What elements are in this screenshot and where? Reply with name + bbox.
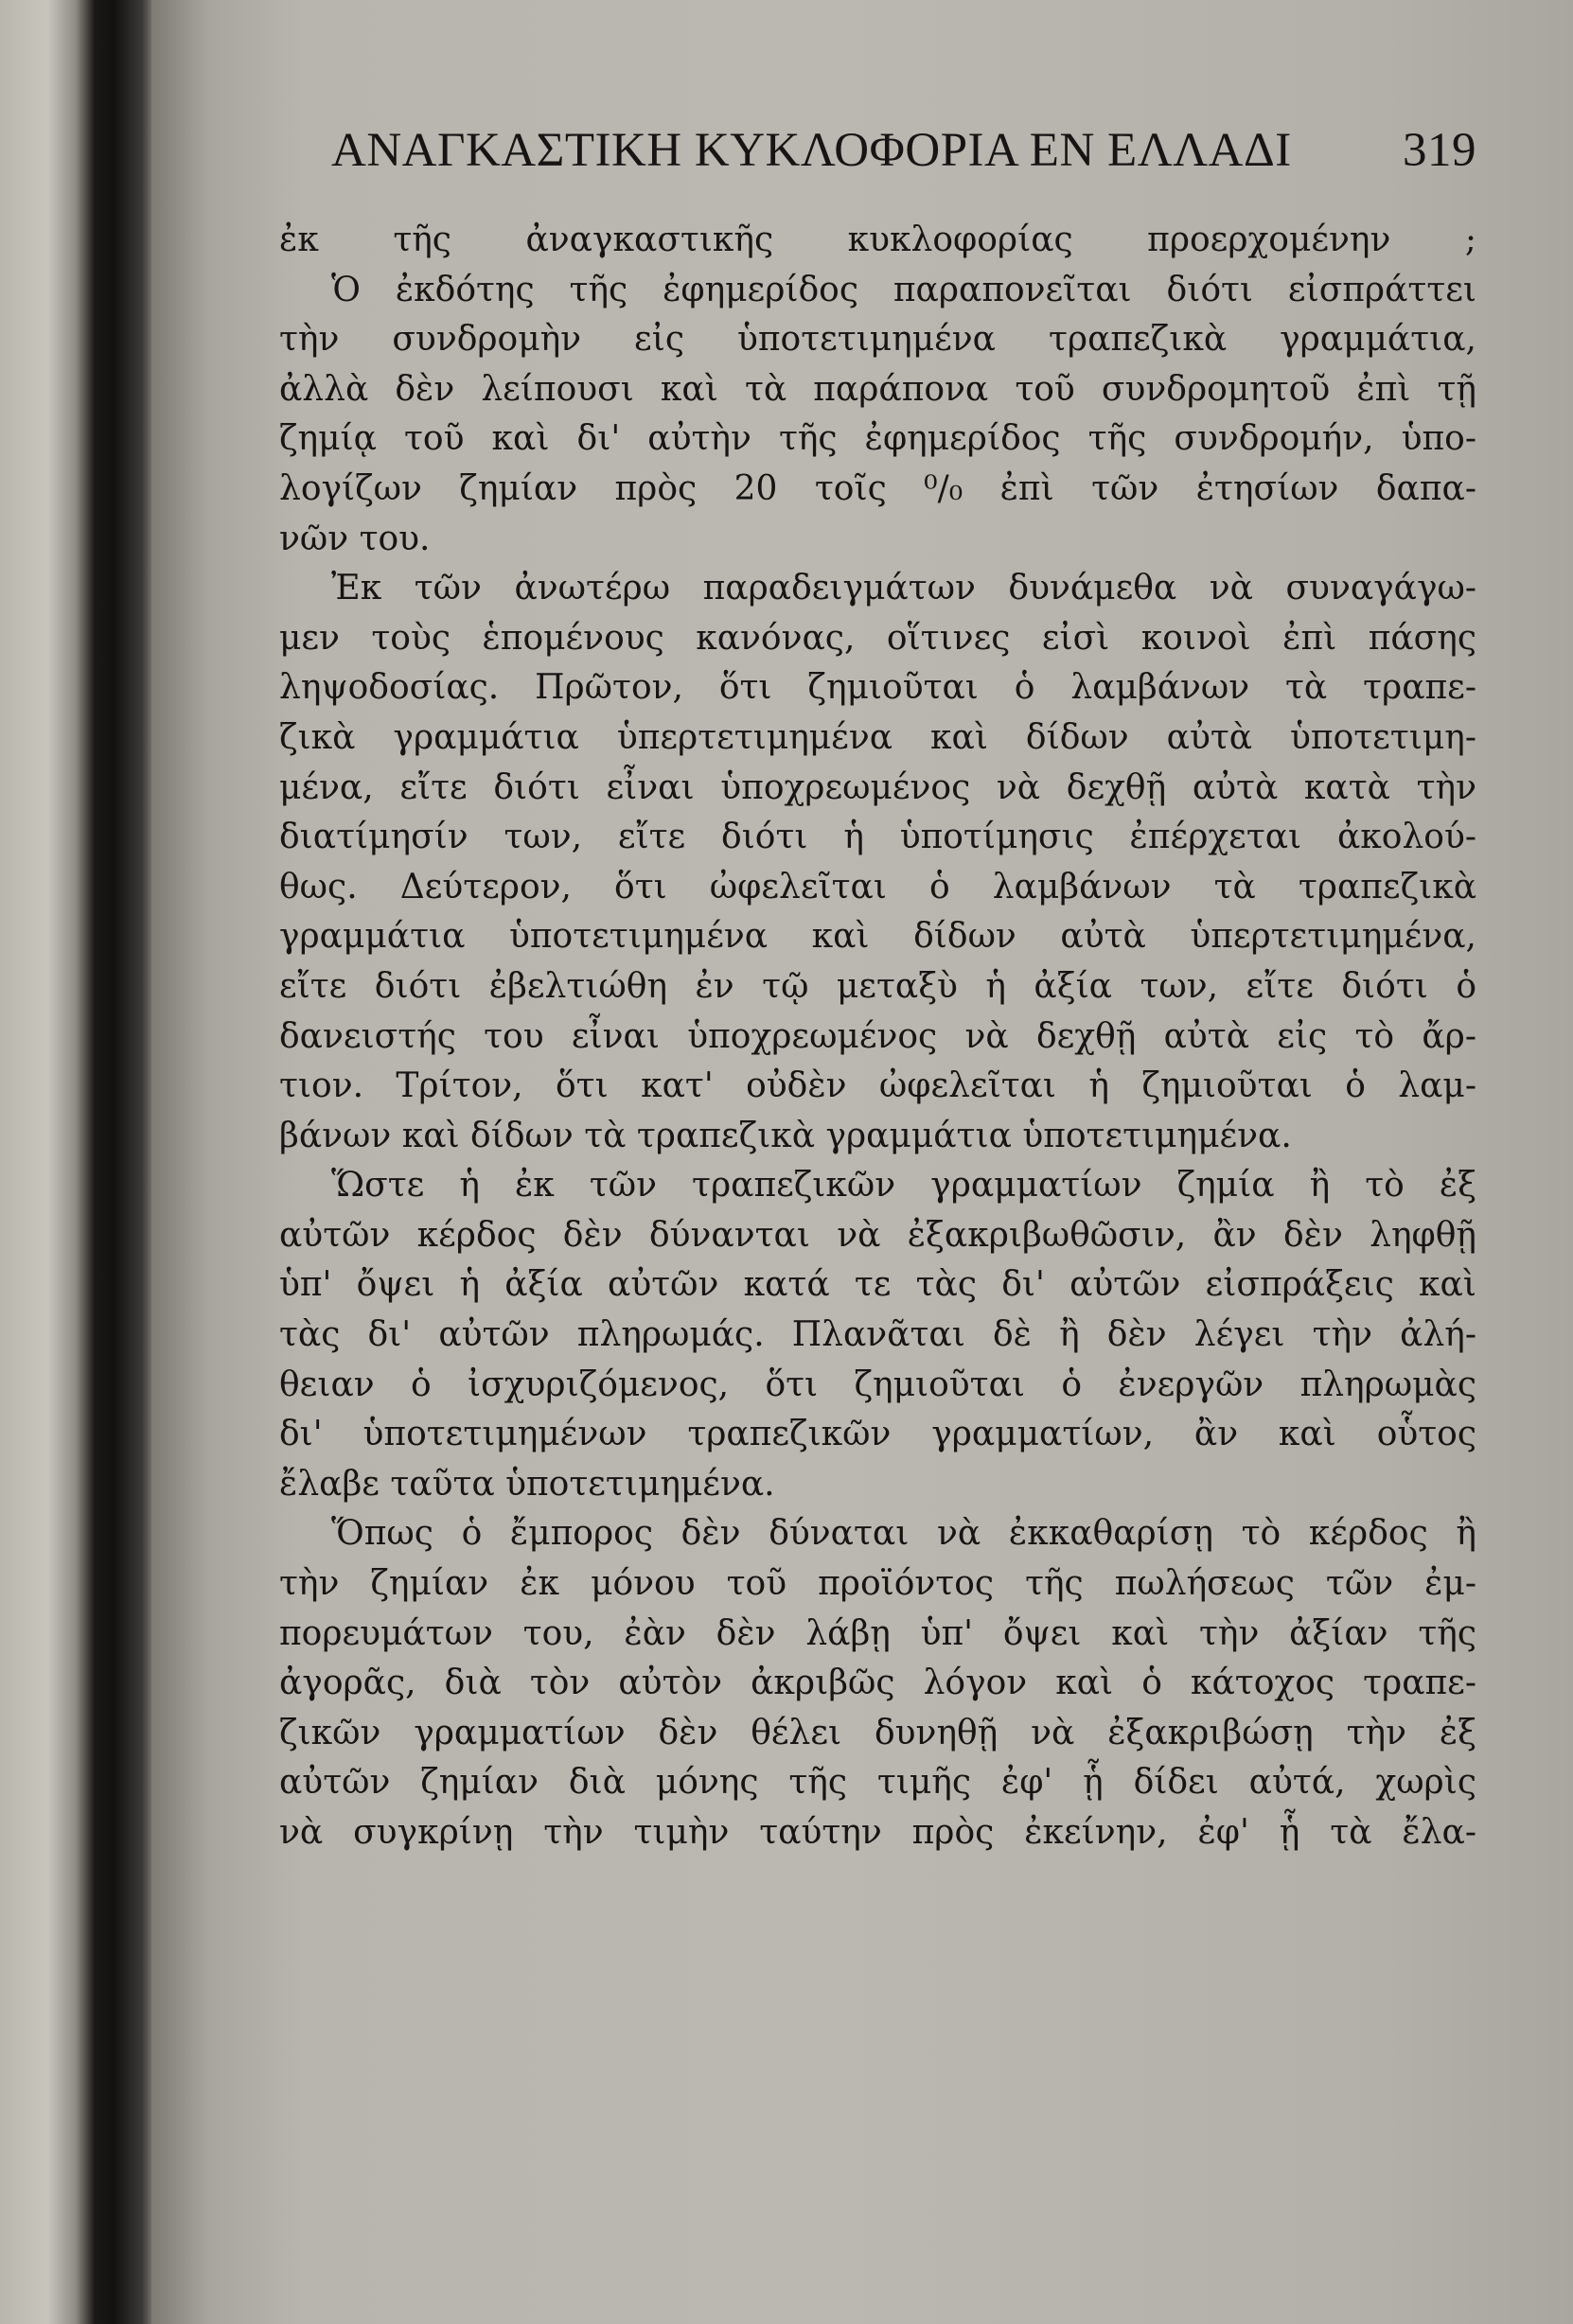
text-line: ζικῶν γραμματίων δὲν θέλει δυνηθῇ νὰ ἐξακριβώσῃ τὴν ἐξ [279, 1713, 1476, 1752]
text-line: μένα, εἴτε διότι εἶναι ὑποχρεωμένος νὰ δεχθῇ αὐτὰ κατὰ τὴν [279, 767, 1476, 807]
text-line: ἀγορᾶς, διὰ τὸν αὐτὸν ἀκριβῶς λόγον καὶ ὁ κάτοχος τραπε- [279, 1664, 1476, 1703]
text-line: θως. Δεύτερον, ὅτι ὠφελεῖται ὁ λαμβάνων τὰ τραπεζικὰ [279, 867, 1476, 907]
text-line: τὴν συνδρομὴν εἰς ὑποτετιμημένα τραπεζικὰ γραμμάτια, [279, 320, 1476, 360]
text-line: εἴτε διότι ἐβελτιώθη ἐν τῷ μεταξὺ ἡ ἀξία των, εἴτε διότι ὁ [279, 966, 1476, 1006]
text-line: Ἐκ τῶν ἀνωτέρω παραδειγμάτων δυνάμεθα νὰ συναγάγω- [331, 569, 1476, 608]
book-page [151, 0, 1573, 2324]
text-line: Ὅπως ὁ ἔμπορος δὲν δύναται νὰ ἐκκαθαρίσῃ τὸ κέρδος ἢ [331, 1514, 1476, 1554]
text-line: δι' ὑποτετιμημένων τραπεζικῶν γραμματίων, ἂν καὶ οὗτος [279, 1415, 1476, 1454]
running-head [331, 123, 1476, 189]
text-line: βάνων καὶ δίδων τὰ τραπεζικὰ γραμμάτια ὑποτετιμημένα. [279, 1116, 1292, 1155]
text-line: γραμμάτια ὑποτετιμημένα καὶ δίδων αὐτὰ ὑπερτετιμημένα, [279, 917, 1476, 957]
text-line: θειαν ὁ ἰσχυριζόμενος, ὅτι ζημιοῦται ὁ ἐνεργῶν πληρωμὰς [279, 1364, 1476, 1404]
text-line: ὑπ' ὄψει ἡ ἀξία αὐτῶν κατά τε τὰς δι' αὐτῶν εἰσπράξεις καὶ [279, 1265, 1476, 1305]
text-line: τὰς δι' αὐτῶν πληρωμάς. Πλανᾶται δὲ ἢ δὲν λέγει τὴν ἀλή- [279, 1315, 1476, 1355]
running-head-title: ΑΝΑΓΚΑΣΤΙΚΗ ΚΥΚΛΟΦΟΡΙΑ ΕΝ ΕΛΛΑΔΙ [331, 124, 1292, 177]
text-line: τὴν ζημίαν ἐκ μόνου τοῦ προϊόντος τῆς πωλήσεως τῶν ἐμ- [279, 1564, 1476, 1604]
text-line: τιον. Τρίτον, ὅτι κατ' οὐδὲν ὠφελεῖται ἡ ζημιοῦται ὁ λαμ- [279, 1066, 1476, 1106]
text-line: ζημίᾳ τοῦ καὶ δι' αὐτὴν τῆς ἐφημερίδος τῆς συνδρομήν, ὑπο- [279, 419, 1476, 459]
text-line: Ὥστε ἡ ἐκ τῶν τραπεζικῶν γραμματίων ζημία ἢ τὸ ἐξ [331, 1166, 1476, 1206]
page-number: 319 [1403, 124, 1476, 177]
text-line: νὰ συγκρίνῃ τὴν τιμὴν ταύτην πρὸς ἐκείνην, ἐφ' ᾗ τὰ ἔλα- [279, 1813, 1476, 1852]
text-line: Ὁ ἐκδότης τῆς ἐφημερίδος παραπονεῖται διότι εἰσπράττει [331, 270, 1476, 309]
text-line: αὐτῶν κέρδος δὲν δύνανται νὰ ἐξακριβωθῶσιν, ἂν δὲν ληφθῇ [279, 1215, 1476, 1255]
text-line: αὐτῶν ζημίαν διὰ μόνης τῆς τιμῆς ἐφ' ᾗ δίδει αὐτά, χωρὶς [279, 1763, 1476, 1803]
text-line: διατίμησίν των, εἴτε διότι ἡ ὑποτίμησις ἐπέρχεται ἀκολού- [279, 818, 1476, 857]
text-line: πορευμάτων του, ἐὰν δὲν λάβῃ ὑπ' ὄψει καὶ τὴν ἀξίαν τῆς [279, 1613, 1476, 1653]
text-line: ἐκ τῆς ἀναγκαστικῆς κυκλοφορίας προερχομένην ; [279, 220, 1476, 259]
text-line: λογίζων ζημίαν πρὸς 20 τοῖς ⁰/₀ ἐπὶ τῶν ἐτησίων δαπα- [279, 468, 1476, 508]
text-line: μεν τοὺς ἑπομένους κανόνας, οἵτινες εἰσὶ κοινοὶ ἐπὶ πάσης [279, 618, 1476, 658]
text-line: ζικὰ γραμμάτια ὑπερτετιμημένα καὶ δίδων αὐτὰ ὑποτετιμη- [279, 717, 1476, 757]
body-text [279, 216, 1476, 1858]
text-line: ἀλλὰ δὲν λείπουσι καὶ τὰ παράπονα τοῦ συνδρομητοῦ ἐπὶ τῇ [279, 369, 1476, 409]
text-line: ληψοδοσίας. Πρῶτον, ὅτι ζημιοῦται ὁ λαμβάνων τὰ τραπε- [279, 668, 1476, 708]
text-line: ἔλαβε ταῦτα ὑποτετιμημένα. [279, 1464, 775, 1504]
text-line: νῶν του. [279, 519, 431, 558]
book-gutter [0, 0, 151, 2324]
text-line: δανειστής του εἶναι ὑποχρεωμένος νὰ δεχθῇ αὐτὰ εἰς τὸ ἄρ- [279, 1016, 1476, 1056]
